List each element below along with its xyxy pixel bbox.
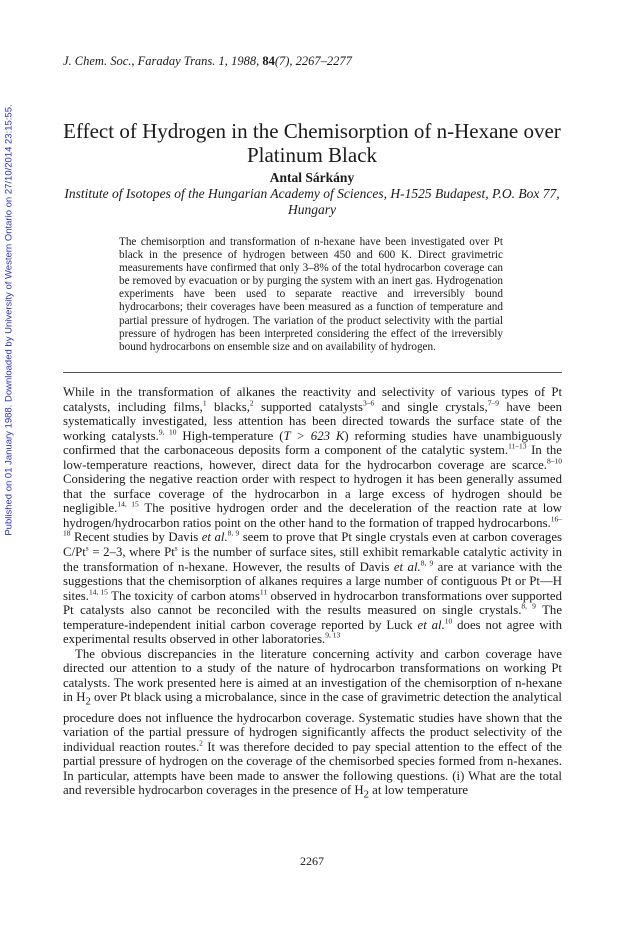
page-number: 2267 [300, 854, 324, 868]
journal-name: J. Chem. Soc., Faraday Trans. 1, [63, 54, 228, 68]
body-paragraph-2: The obvious discrepancies in the literature concerning activity and carbon coverage have directed our attention to a study of the nature of hydrocarbon transformations on working Pt catalysts. The work presented here is aimed at an investigation of the chemisorption of n-hexane in $H_2$ over Pt black using a microbalance, since in the case of gravimetric detection the analytical procedure does not influence the hydrocarbon coverage. Systematic studies have shown that the variation of the partial pressure of hydrogen significantly affects the product selectivity of the individual reaction routes.$^2$ It was therefore decided to pay special attention to the effect of the partial pressure of hydrogen on the coverage of the chemisorbed species formed from n-hexanes. In particular, attempts have been made to answer the following questions. (i) What are the total and reversible hydrocarbon coverages in the presence of $H_2$ at low temperature [63, 646, 562, 801]
author-name: Antal Sárkány [269, 170, 355, 185]
author-affiliation: Institute of Isotopes of the Hungarian Academy of Sciences, H-1525 Budapest, P.O. Box 77, Hungary [64, 186, 560, 217]
journal-issue-pages: (7), 2267–2277 [274, 54, 352, 68]
abstract-divider [63, 372, 562, 373]
article-body [63, 385, 562, 803]
journal-year: 1988, [231, 54, 260, 68]
download-watermark [3, 90, 15, 550]
abstract: The chemisorption and transformation of n-hexane have been investigated over Pt black in the presence of hydrogen between 450 and 600 K. Direct gravimetric measurements have confirmed that only 3–8% of the total hydrocarbon coverage can be removed by evacuation or by purging the system with an inert gas. Hydrogenation experiments have been used to separate reactive and irreversibly bound hydrocarbons; their coverages have been measured as a function of temperature and partial pressure of hydrogen. The variation of the product selectivity with the partial pressure of hydrogen has been interpreted considering the effect of the irreversibly bound hydrocarbons on ensemble size and on availability of hydrogen. [119, 236, 503, 353]
journal-citation [63, 54, 352, 69]
article-title: Effect of Hydrogen in the Chemisorption of n-Hexane over Platinum Black [63, 119, 561, 167]
body-paragraph-1: While in the transformation of alkanes the reactivity and selectivity of various types of Pt catalysts, including films,$^1$ blacks,$^2$ supported catalysts$^{3-6}$ and single crystals,$^{7-9}$ have been systematically investigated, less attention has been directed towards the surface state of the working catalysts.$^{9, 10}$ High-temperature (T > 623 K) reforming studies have unambiguously confirmed that the carbonaceous deposits form a component of the catalytic system.$^{11-13}$ In the low-temperature reactions, however, direct data for the hydrocarbon coverage are scarce.$^{8-10}$ Considering the negative reaction order with respect to hydrogen it has been generally assumed that the surface coverage of the hydrocarbon in a large excess of hydrogen should be negligible.$^{14, 15}$ The positive hydrogen order and the deceleration of the reaction rate at low hydrogen/hydrocarbon ratios point on the other hand to the formation of trapped hydrocarbons.$^{16-18}$ Recent studies by Davis et al.$^{8, 9}$ seem to prove that Pt single crystals even at carbon coverages $C/Pt^s = 2-3$, where Pt$^s$ is the number of surface sites, still exhibit remarkable catalytic activity in the transformation of n-hexane. However, the results of Davis et al.$^{8, 9}$ are at variance with the suggestions that the chemisorption of alkanes requires a large number of contiguous Pt or Pt—H sites.$^{14, 15}$ The toxicity of carbon atoms$^{11}$ observed in hydrocarbon transformations over supported Pt catalysts also cannot be reconciled with the results measured on single crystals.$^{8, 9}$ The temperature-independent initial carbon coverage reported by Luck et al.$^{10}$ does not agree with experimental results observed in other laboratories.$^{9, 13}$ [63, 385, 563, 647]
download-watermark-text: Published on 01 January 1988. Downloaded by University of Western Ontario on 27/10/2014 23:15:55. [3, 104, 15, 536]
journal-volume: 84 [262, 54, 275, 68]
